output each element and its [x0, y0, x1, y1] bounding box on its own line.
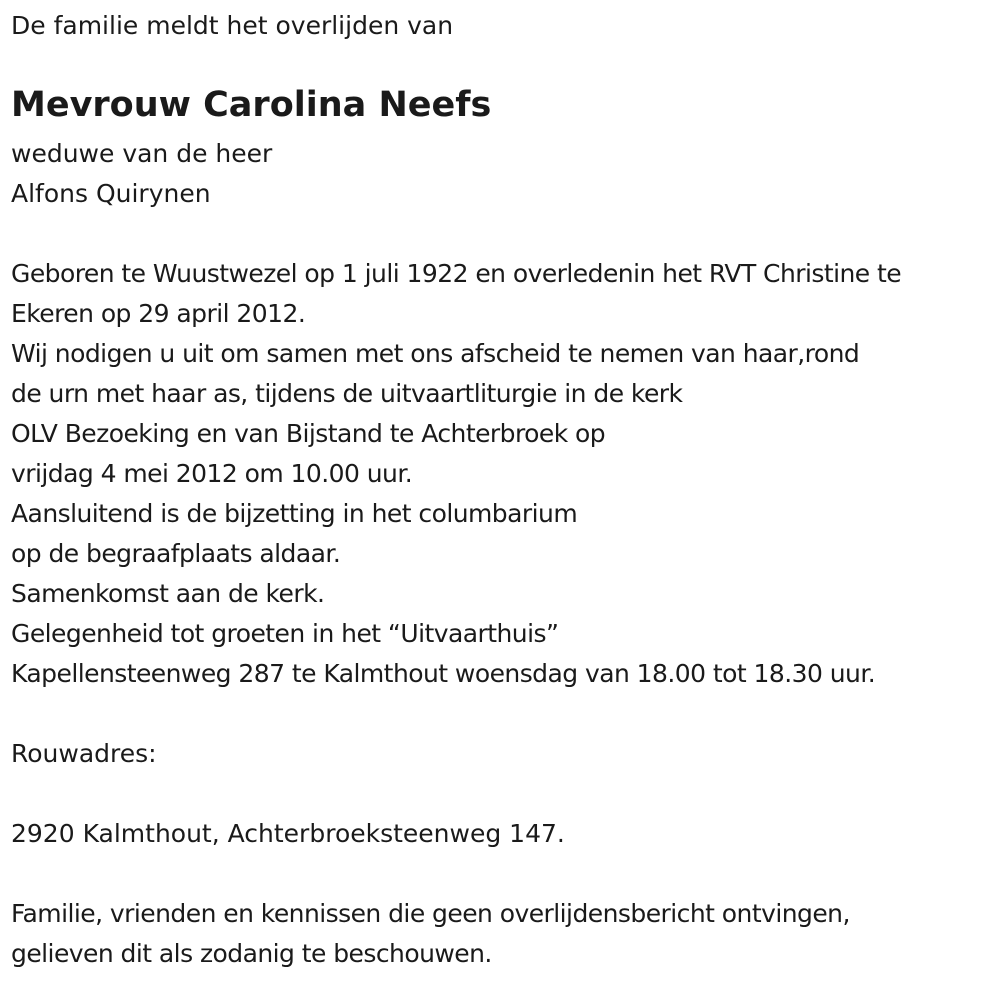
rouwadres-address: 2920 Kalmthout, Achterbroeksteenweg 147. [11, 819, 565, 848]
rouwadres-block [11, 814, 565, 854]
interment-line: Aansluitend is de bijzetting in het columbarium [11, 499, 578, 528]
birth-death-line: Geboren te Wuustwezel op 1 juli 1922 en overledenin het RVT Christine te [11, 259, 902, 288]
spouse-name: Alfons Quirynen [11, 179, 211, 208]
widow-line: weduwe van de heer [11, 139, 273, 168]
invitation-line: Wij nodigen u uit om samen met ons afscheid te nemen van haar,rond [11, 339, 860, 368]
notice-body [11, 254, 901, 694]
liturgy-line: de urn met haar as, tijdens de uitvaartliturgie in de kerk [11, 379, 683, 408]
visitation-address-line: Kapellensteenweg 287 te Kalmthout woensdag van 18.00 tot 18.30 uur. [11, 659, 876, 688]
death-date-line: Ekeren op 29 april 2012. [11, 299, 306, 328]
widow-of-block [11, 134, 272, 214]
funeral-datetime-line: vrijdag 4 mei 2012 om 10.00 uur. [11, 459, 413, 488]
deceased-name: Mevrouw Carolina Neefs [11, 85, 492, 125]
intro-text: De familie meldt het overlijden van [11, 11, 454, 40]
church-line: OLV Bezoeking en van Bijstand te Achterbroek op [11, 419, 606, 448]
rouwadres-label-block [11, 734, 157, 774]
family-note-line: gelieven dit als zodanig te beschouwen. [11, 939, 492, 968]
rouwadres-label: Rouwadres: [11, 739, 157, 768]
gathering-line: Samenkomst aan de kerk. [11, 579, 325, 608]
visitation-line: Gelegenheid tot groeten in het “Uitvaarthuis” [11, 619, 559, 648]
family-note-line: Familie, vrienden en kennissen die geen overlijdensbericht ontvingen, [11, 899, 850, 928]
family-note [11, 894, 850, 974]
cemetery-line: op de begraafplaats aldaar. [11, 539, 341, 568]
